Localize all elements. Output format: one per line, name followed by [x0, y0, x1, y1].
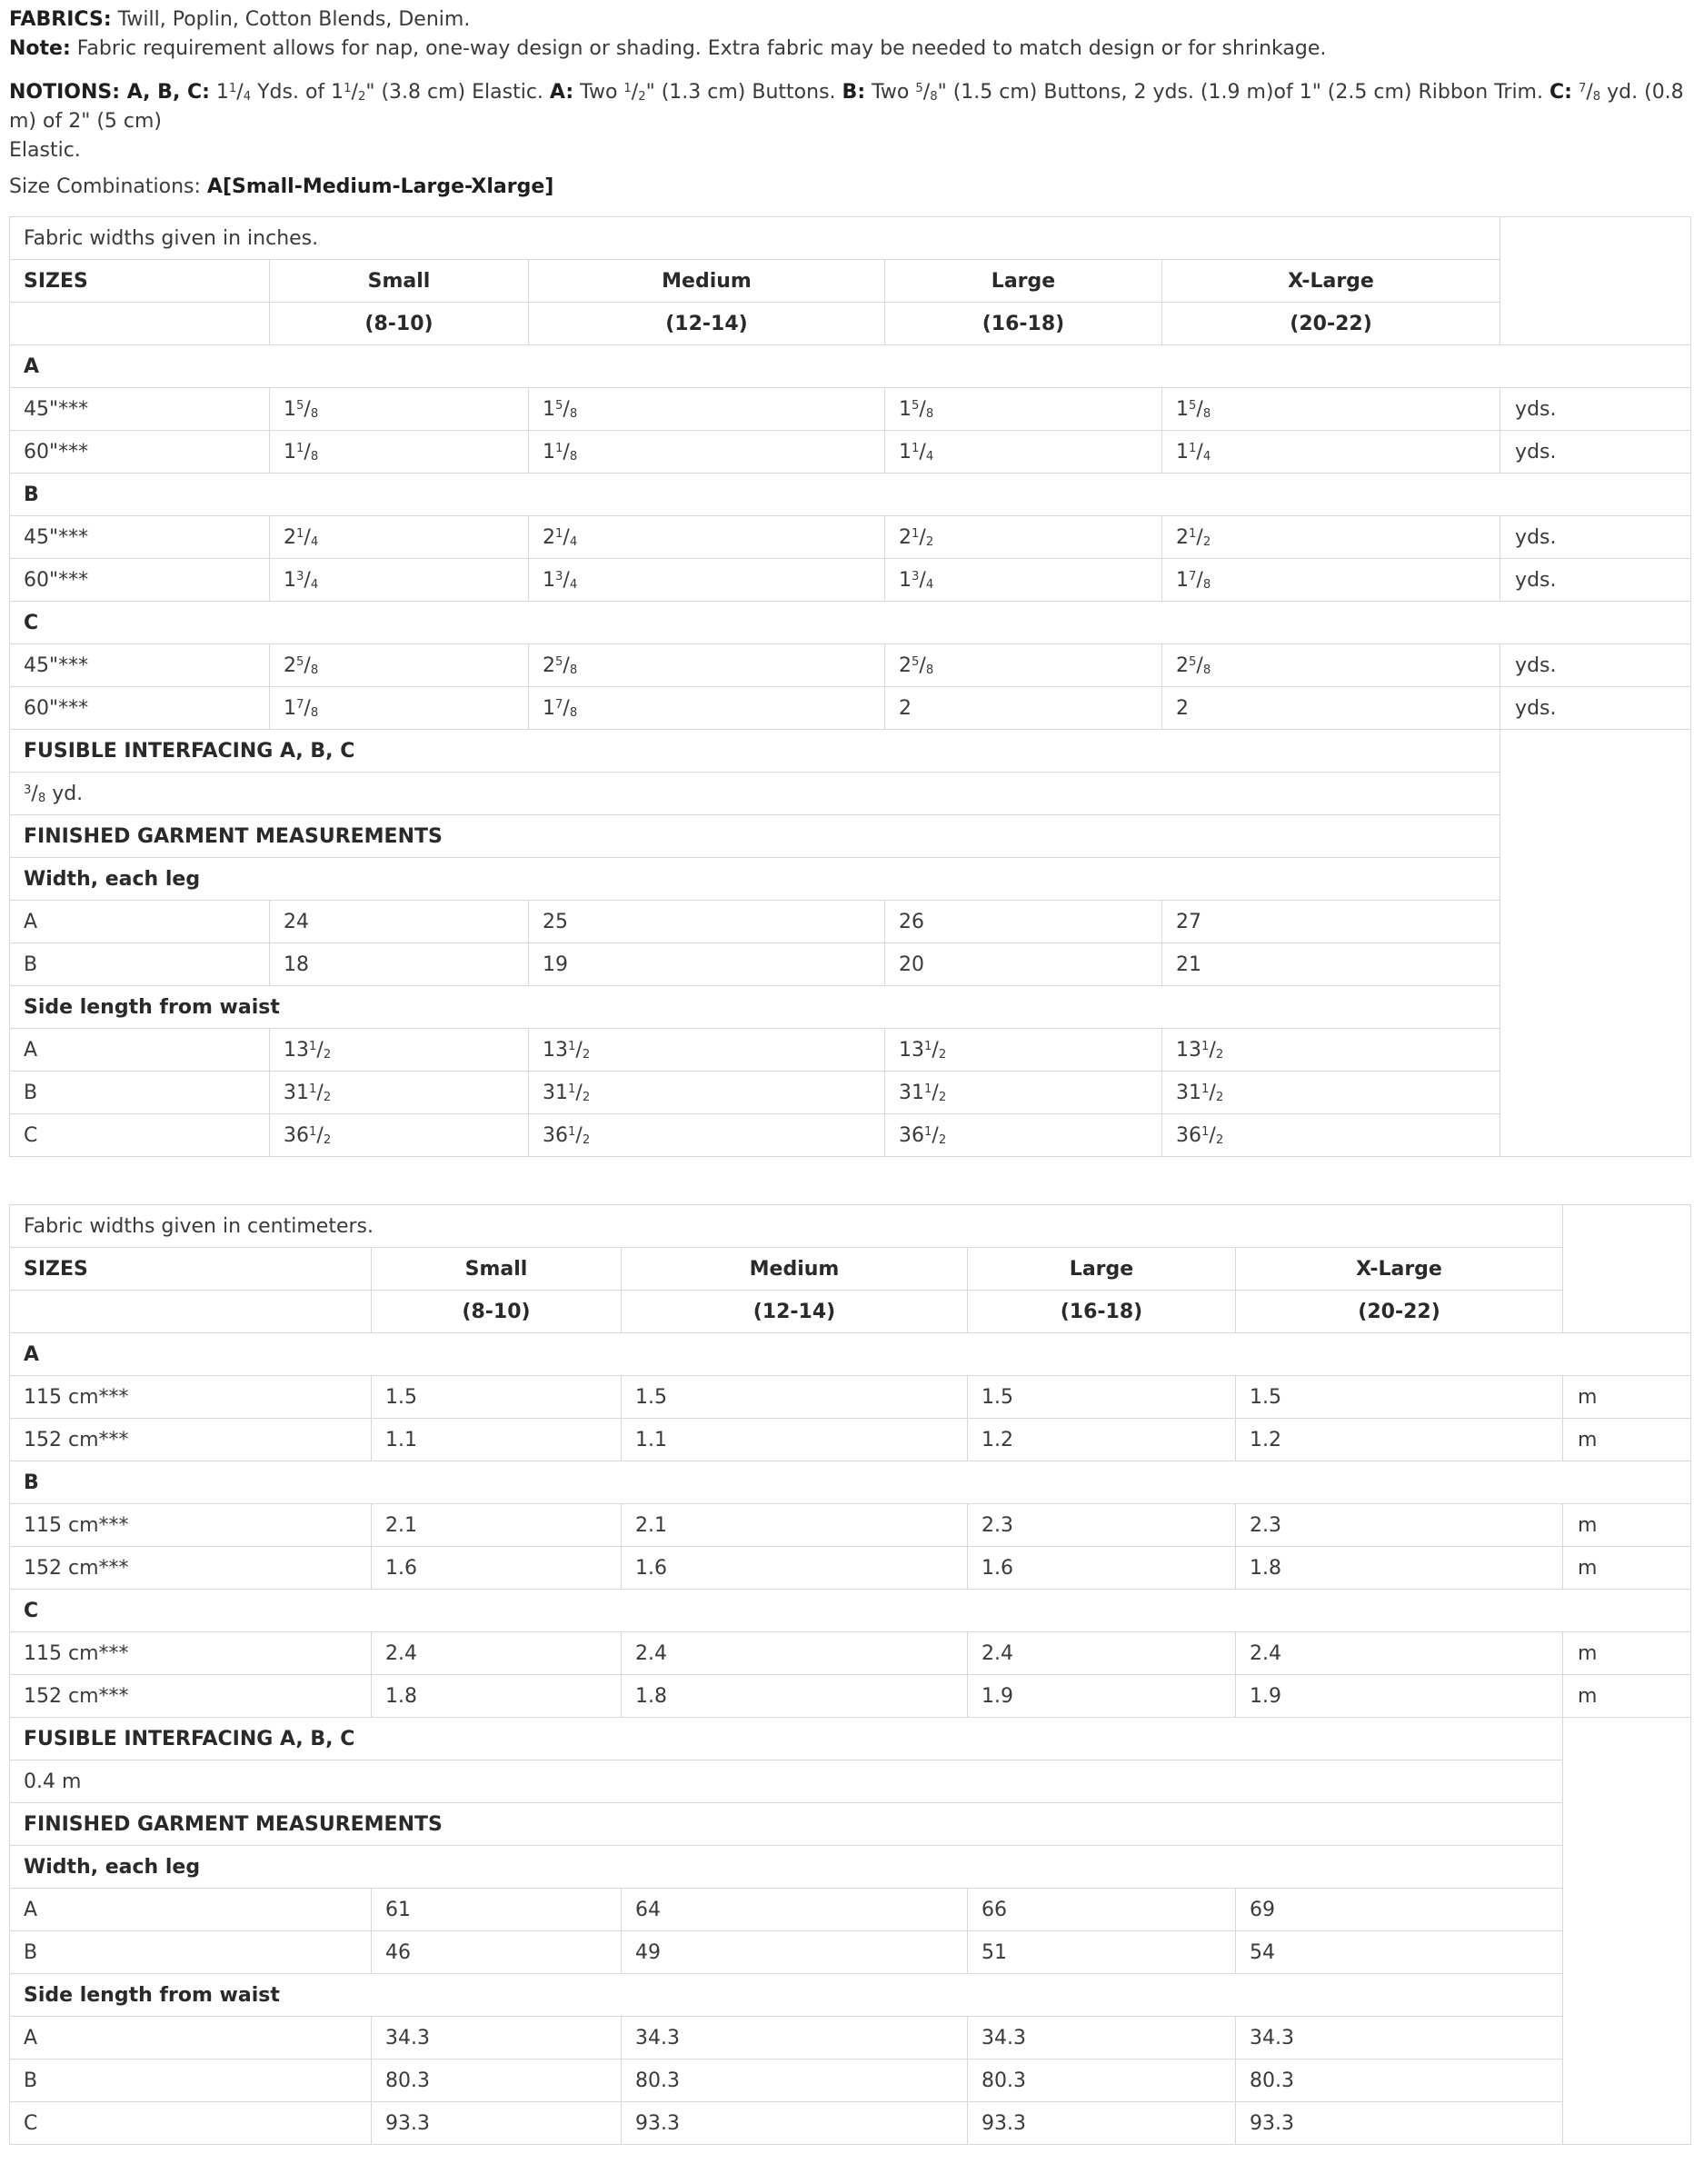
fabric-width-label: 115 cm***: [10, 1632, 372, 1675]
size-ranges-row: [10, 303, 1691, 345]
view-row: [10, 602, 1691, 644]
view-row: [10, 1333, 1691, 1376]
unit-label: yds.: [1500, 687, 1691, 730]
yardage-value: 1.5: [622, 1376, 968, 1419]
view-label: C: [10, 1114, 270, 1157]
yardage-value: $1^7/_8$: [529, 687, 885, 730]
size-range: (8-10): [372, 1291, 622, 1333]
unit-label: yds.: [1500, 516, 1691, 559]
yardage-value: 2.1: [622, 1504, 968, 1547]
yardage-value: 2.4: [622, 1632, 968, 1675]
view-label: A: [10, 1333, 1691, 1376]
unit-column-blank: [1563, 1846, 1691, 1889]
yardage-value: 1.6: [372, 1547, 622, 1590]
caption-row: [10, 217, 1691, 260]
size-combinations-value: A[Small-Medium-Large-Xlarge]: [206, 175, 554, 198]
yardage-value: 1.2: [1236, 1419, 1563, 1461]
measurement-value: 34.3: [372, 2017, 622, 2059]
finished-measurements-row: [10, 1803, 1691, 1846]
fabric-width-label: 115 cm***: [10, 1376, 372, 1419]
size-combinations-line: [9, 173, 1690, 202]
notions-a-label: A:: [549, 81, 574, 104]
measurement-value: 25: [529, 901, 885, 943]
yardage-value: $2^1/_2$: [1162, 516, 1500, 559]
measurement-value: 26: [885, 901, 1162, 943]
size-header: Small: [270, 260, 529, 303]
note-label: Note:: [9, 37, 71, 60]
notions-elastic-width: $1^1/_2$: [331, 81, 366, 104]
measurement-value: 49: [622, 1931, 968, 1974]
width-row: [10, 901, 1691, 943]
side-length-row: [10, 2059, 1691, 2102]
yardage-value: 2.3: [968, 1504, 1236, 1547]
fabric-width-label: 60"***: [10, 431, 270, 474]
unit-column-blank: [1500, 260, 1691, 303]
notions-elastic-length: $1^1/_4$: [215, 81, 252, 104]
notions-c-label: C:: [1549, 81, 1572, 104]
size-range: (16-18): [885, 303, 1162, 345]
table-caption: Fabric widths given in inches.: [10, 217, 1500, 260]
size-combinations-label: Size Combinations:: [9, 175, 207, 198]
side-length-row: [10, 1072, 1691, 1114]
size-header: X-Large: [1162, 260, 1500, 303]
unit-label: yds.: [1500, 559, 1691, 602]
fabric-width-row: [10, 1632, 1691, 1675]
notions-b-label: B:: [842, 81, 866, 104]
measurement-value: 61: [372, 1889, 622, 1931]
measurement-value: 93.3: [372, 2102, 622, 2145]
measurement-value: 66: [968, 1889, 1236, 1931]
unit-column-blank: [1563, 1205, 1691, 1248]
side-length-row: [10, 2102, 1691, 2145]
unit-column-blank: [1500, 217, 1691, 260]
yardage-value: 2.1: [372, 1504, 622, 1547]
unit-label: m: [1563, 1632, 1691, 1675]
notions-line: NOTIONS: A, B, C: $1^1/_4$ Yds. of $1^1/_2$" (3.8 cm) Elastic. A: Two $^1/_2$" (1.3 cm) Buttons. B: Two $^5/_8$" (1.5 cm) Buttons, 2 yds. (1.9 m)of 1" (2.5 cm) Ribbon Trim. C: $^7/_8$ yd. (0.8 m) of 2" (5 cm) Elastic.: [9, 81, 1684, 162]
unit-label: m: [1563, 1419, 1691, 1461]
measurement-value: 80.3: [372, 2059, 622, 2102]
interfacing-value-row: [10, 773, 1691, 815]
inches-yardage-table: [9, 216, 1691, 1157]
unit-label: m: [1563, 1675, 1691, 1718]
view-label: B: [10, 1931, 372, 1974]
fabric-width-row: [10, 1504, 1691, 1547]
side-length-row: [10, 1114, 1691, 1157]
measurement-value: 93.3: [968, 2102, 1236, 2145]
unit-column-blank: [1563, 1248, 1691, 1291]
unit-column-blank: [1563, 1291, 1691, 1333]
fabric-width-row: [10, 687, 1691, 730]
fabric-width-row: [10, 559, 1691, 602]
side-length-heading-row: [10, 986, 1691, 1029]
unit-column-blank: [1563, 2102, 1691, 2145]
yardage-value: 2.4: [968, 1632, 1236, 1675]
measurement-value: $31^1/_2$: [885, 1072, 1162, 1114]
side-length-heading-row: [10, 1974, 1691, 2017]
size-range: (20-22): [1236, 1291, 1563, 1333]
view-row: [10, 1590, 1691, 1632]
yardage-value: 1.8: [372, 1675, 622, 1718]
size-header: Medium: [622, 1248, 968, 1291]
yardage-value: $2^1/_4$: [270, 516, 529, 559]
unit-column-blank: [1500, 1072, 1691, 1114]
measurement-value: $36^1/_2$: [529, 1114, 885, 1157]
view-row: [10, 474, 1691, 516]
yardage-value: 1.6: [968, 1547, 1236, 1590]
unit-column-blank: [1500, 773, 1691, 815]
size-header: X-Large: [1236, 1248, 1563, 1291]
width-row: [10, 1889, 1691, 1931]
unit-label: yds.: [1500, 431, 1691, 474]
yardage-value: $1^5/_8$: [885, 388, 1162, 431]
unit-column-blank: [1563, 1803, 1691, 1846]
measurement-value: 24: [270, 901, 529, 943]
size-range: (16-18): [968, 1291, 1236, 1333]
yardage-value: 1.9: [968, 1675, 1236, 1718]
view-label: C: [10, 1590, 1691, 1632]
finished-measurements-label: FINISHED GARMENT MEASUREMENTS: [10, 815, 1500, 858]
yardage-value: $1^5/_8$: [529, 388, 885, 431]
measurement-value: 64: [622, 1889, 968, 1931]
interfacing-row: [10, 1718, 1691, 1760]
fabric-width-label: 152 cm***: [10, 1675, 372, 1718]
unit-column-blank: [1563, 2059, 1691, 2102]
fabric-width-label: 115 cm***: [10, 1504, 372, 1547]
yardage-value: 1.2: [968, 1419, 1236, 1461]
measurement-value: 80.3: [968, 2059, 1236, 2102]
measurement-value: 34.3: [622, 2017, 968, 2059]
side-length-row: [10, 1029, 1691, 1072]
measurement-value: 93.3: [622, 2102, 968, 2145]
table-caption: Fabric widths given in centimeters.: [10, 1205, 1563, 1248]
unit-column-blank: [1563, 1718, 1691, 1760]
yardage-value: 1.8: [622, 1675, 968, 1718]
measurement-value: 80.3: [1236, 2059, 1563, 2102]
yardage-value: $2^5/_8$: [885, 644, 1162, 687]
view-label: B: [10, 1461, 1691, 1504]
unit-column-blank: [1563, 1889, 1691, 1931]
yardage-value: 1.5: [968, 1376, 1236, 1419]
measurement-value: 27: [1162, 901, 1500, 943]
fabric-width-row: [10, 1547, 1691, 1590]
unit-column-blank: [1500, 901, 1691, 943]
sizes-row: [10, 260, 1691, 303]
yardage-value: 2.4: [372, 1632, 622, 1675]
sizes-row: [10, 1248, 1691, 1291]
finished-measurements-row: [10, 815, 1691, 858]
measurement-value: 69: [1236, 1889, 1563, 1931]
yardage-value: 1.5: [372, 1376, 622, 1419]
yardage-value: 1.5: [1236, 1376, 1563, 1419]
width-heading-row: [10, 858, 1691, 901]
interfacing-value: $^3/_8$ yd.: [10, 773, 1500, 815]
fabric-width-row: [10, 1376, 1691, 1419]
yardage-value: $1^7/_8$: [270, 687, 529, 730]
size-range: (20-22): [1162, 303, 1500, 345]
view-label: B: [10, 943, 270, 986]
caption-row: [10, 1205, 1691, 1248]
unit-column-blank: [1563, 2017, 1691, 2059]
size-header: Medium: [529, 260, 885, 303]
sizes-label: SIZES: [10, 260, 270, 303]
note-line: [9, 35, 1690, 64]
centimeters-yardage-table: [9, 1204, 1691, 2145]
yardage-value: 2.4: [1236, 1632, 1563, 1675]
fabric-width-row: [10, 1675, 1691, 1718]
fabric-width-row: [10, 516, 1691, 559]
unit-column-blank: [1563, 1931, 1691, 1974]
yardage-value: 1.1: [372, 1419, 622, 1461]
yardage-value: $1^1/_4$: [885, 431, 1162, 474]
yardage-value: 1.6: [622, 1547, 968, 1590]
side-length-label: Side length from waist: [10, 986, 1500, 1029]
view-label: A: [10, 1029, 270, 1072]
size-header: Large: [885, 260, 1162, 303]
finished-measurements-label: FINISHED GARMENT MEASUREMENTS: [10, 1803, 1563, 1846]
view-label: B: [10, 2059, 372, 2102]
view-label: B: [10, 474, 1691, 516]
measurement-value: $31^1/_2$: [529, 1072, 885, 1114]
fabric-width-row: [10, 644, 1691, 687]
unit-label: m: [1563, 1504, 1691, 1547]
size-header: Large: [968, 1248, 1236, 1291]
measurement-value: 51: [968, 1931, 1236, 1974]
side-length-label: Side length from waist: [10, 1974, 1563, 2017]
fabric-width-row: [10, 388, 1691, 431]
yardage-value: 1.1: [622, 1419, 968, 1461]
yardage-value: $2^5/_8$: [270, 644, 529, 687]
measurement-value: 18: [270, 943, 529, 986]
measurement-value: $31^1/_2$: [1162, 1072, 1500, 1114]
size-range: (12-14): [529, 303, 885, 345]
pattern-envelope-back: [9, 5, 1690, 2145]
view-label: A: [10, 901, 270, 943]
interfacing-value-row: [10, 1760, 1691, 1803]
yardage-value: $1^3/_4$: [270, 559, 529, 602]
unit-column-blank: [1500, 1114, 1691, 1157]
view-label: A: [10, 1889, 372, 1931]
fabric-width-label: 45"***: [10, 516, 270, 559]
yardage-value: 2: [1162, 687, 1500, 730]
measurement-value: 80.3: [622, 2059, 968, 2102]
unit-column-blank: [1500, 943, 1691, 986]
interfacing-label: FUSIBLE INTERFACING A, B, C: [10, 730, 1500, 773]
measurement-value: $13^1/_2$: [270, 1029, 529, 1072]
unit-column-blank: [1500, 303, 1691, 345]
fabric-width-row: [10, 1419, 1691, 1461]
yardage-value: $1^5/_8$: [1162, 388, 1500, 431]
size-ranges-row: [10, 1291, 1691, 1333]
measurement-value: 54: [1236, 1931, 1563, 1974]
view-label: B: [10, 1072, 270, 1114]
blank-cell: [10, 1291, 372, 1333]
interfacing-row: [10, 730, 1691, 773]
yardage-value: $1^3/_4$: [885, 559, 1162, 602]
width-row: [10, 1931, 1691, 1974]
yardage-value: 1.8: [1236, 1547, 1563, 1590]
unit-label: m: [1563, 1376, 1691, 1419]
blank-cell: [10, 303, 270, 345]
unit-label: m: [1563, 1547, 1691, 1590]
view-row: [10, 1461, 1691, 1504]
measurement-value: 20: [885, 943, 1162, 986]
width-heading-row: [10, 1846, 1691, 1889]
yardage-value: $1^1/_8$: [270, 431, 529, 474]
measurement-value: $13^1/_2$: [529, 1029, 885, 1072]
unit-label: yds.: [1500, 388, 1691, 431]
measurement-value: $13^1/_2$: [885, 1029, 1162, 1072]
yardage-value: 1.9: [1236, 1675, 1563, 1718]
size-header: Small: [372, 1248, 622, 1291]
size-range: (8-10): [270, 303, 529, 345]
fabric-width-label: 45"***: [10, 388, 270, 431]
measurement-value: $36^1/_2$: [885, 1114, 1162, 1157]
unit-label: yds.: [1500, 644, 1691, 687]
yardage-value: $2^5/_8$: [529, 644, 885, 687]
view-label: C: [10, 2102, 372, 2145]
yardage-value: $2^1/_4$: [529, 516, 885, 559]
measurement-value: 46: [372, 1931, 622, 1974]
measurement-value: 34.3: [968, 2017, 1236, 2059]
yardage-value: $1^1/_8$: [529, 431, 885, 474]
interfacing-label: FUSIBLE INTERFACING A, B, C: [10, 1718, 1563, 1760]
fabric-width-row: [10, 431, 1691, 474]
fabric-width-label: 60"***: [10, 559, 270, 602]
fabric-width-label: 60"***: [10, 687, 270, 730]
yardage-value: $1^3/_4$: [529, 559, 885, 602]
note-text: Fabric requirement allows for nap, one-way design or shading. Extra fabric may be needed to match design or for shrinkage.: [76, 37, 1327, 60]
sizes-label: SIZES: [10, 1248, 372, 1291]
fabrics-label: FABRICS:: [9, 8, 112, 31]
measurement-value: 34.3: [1236, 2017, 1563, 2059]
fabrics-text: Twill, Poplin, Cotton Blends, Denim.: [117, 8, 471, 31]
fabric-width-label: 152 cm***: [10, 1419, 372, 1461]
fabrics-line: [9, 5, 1690, 35]
unit-column-blank: [1563, 1974, 1691, 2017]
width-row: [10, 943, 1691, 986]
yardage-value: $1^7/_8$: [1162, 559, 1500, 602]
view-label: C: [10, 602, 1691, 644]
measurement-value: 19: [529, 943, 885, 986]
size-range: (12-14): [622, 1291, 968, 1333]
yardage-value: $2^5/_8$: [1162, 644, 1500, 687]
measurement-value: 21: [1162, 943, 1500, 986]
fabric-width-label: 45"***: [10, 644, 270, 687]
unit-column-blank: [1500, 986, 1691, 1029]
yardage-value: $1^5/_8$: [270, 388, 529, 431]
yardage-value: 2: [885, 687, 1162, 730]
unit-column-blank: [1500, 858, 1691, 901]
notions-label: NOTIONS: A, B, C:: [9, 81, 210, 104]
unit-column-blank: [1500, 815, 1691, 858]
measurement-value: $36^1/_2$: [270, 1114, 529, 1157]
width-each-leg-label: Width, each leg: [10, 1846, 1563, 1889]
side-length-row: [10, 2017, 1691, 2059]
view-row: [10, 345, 1691, 388]
yardage-value: $2^1/_2$: [885, 516, 1162, 559]
unit-column-blank: [1500, 730, 1691, 773]
measurement-value: 93.3: [1236, 2102, 1563, 2145]
width-each-leg-label: Width, each leg: [10, 858, 1500, 901]
fabric-width-label: 152 cm***: [10, 1547, 372, 1590]
view-label: A: [10, 2017, 372, 2059]
measurement-value: $31^1/_2$: [270, 1072, 529, 1114]
view-label: A: [10, 345, 1691, 388]
yardage-value: $1^1/_4$: [1162, 431, 1500, 474]
unit-column-blank: [1563, 1760, 1691, 1803]
unit-column-blank: [1500, 1029, 1691, 1072]
interfacing-value: 0.4 m: [10, 1760, 1563, 1803]
yardage-value: 2.3: [1236, 1504, 1563, 1547]
measurement-value: $36^1/_2$: [1162, 1114, 1500, 1157]
measurement-value: $13^1/_2$: [1162, 1029, 1500, 1072]
